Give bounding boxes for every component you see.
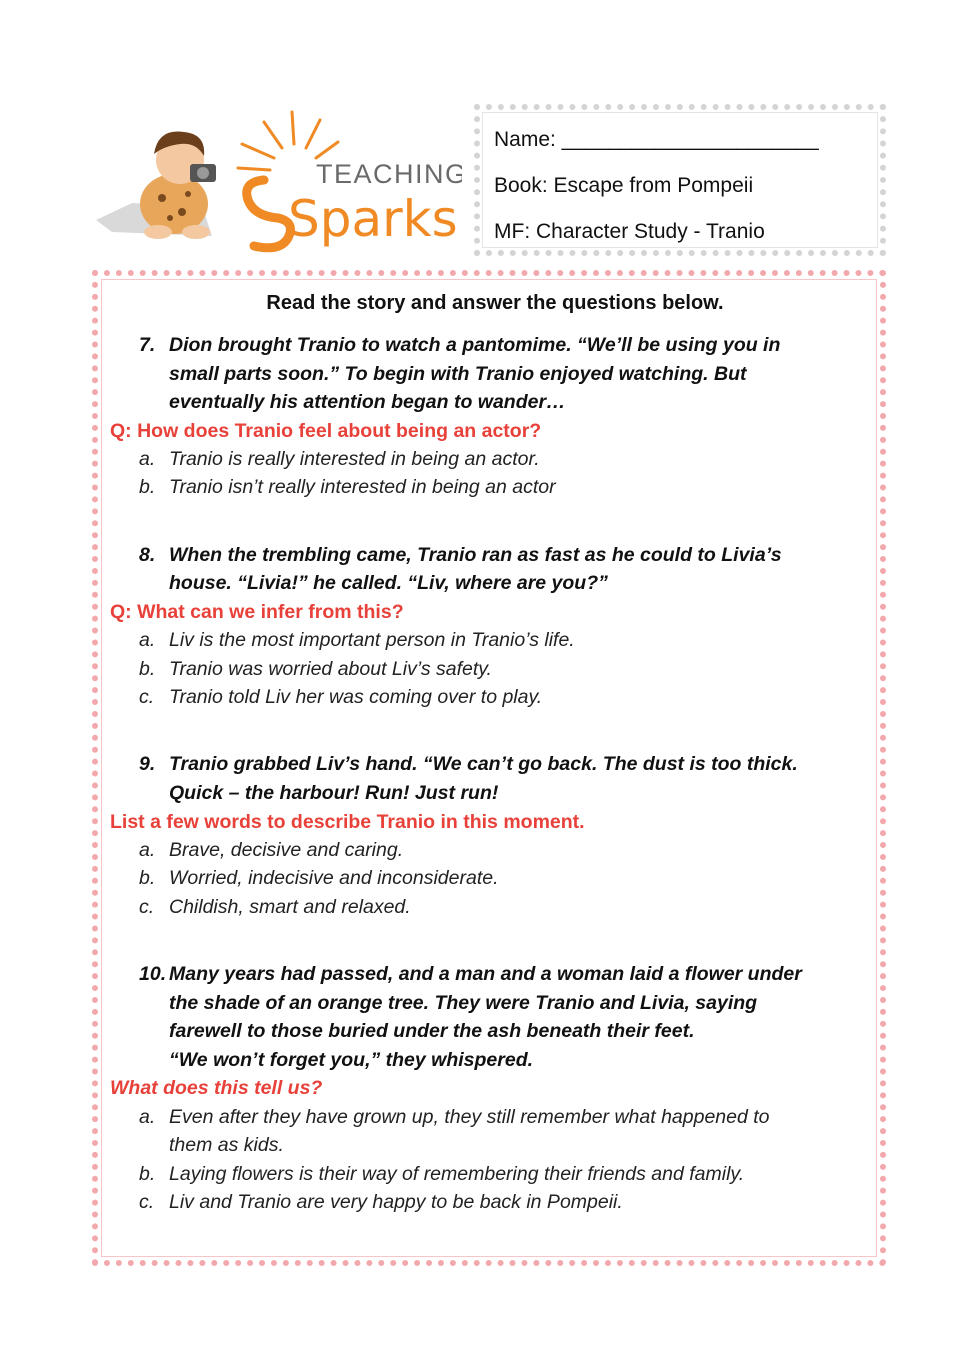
answer-option[interactable] [139,1103,770,1131]
option-text-continued: them as kids. [169,1134,284,1156]
question-9 [139,750,798,778]
answer-option[interactable] [139,626,575,654]
name-field[interactable]: Name: ______________________ [494,128,819,151]
question-prompt: Q: What can we infer from this? [110,601,404,623]
option-letter: c. [139,686,155,708]
book-title: Book: Escape from Pompeii [494,174,754,197]
option-text: Tranio isn’t really interested in being an actor [169,476,556,498]
logo-line2: Sparks [288,190,458,248]
question-text: When the trembling came, Tranio ran as fast as he could to Livia’s [169,544,782,566]
option-text: Tranio is really interested in being an actor. [169,448,540,470]
answer-option[interactable] [139,864,499,892]
answer-option[interactable] [139,1188,623,1216]
answer-option[interactable] [139,445,540,473]
question-10 [139,960,802,988]
question-text: the shade of an orange tree. They were Tranio and Livia, saying [169,992,758,1014]
question-prompt: Q: How does Tranio feel about being an actor? [110,420,542,442]
student-info-box [474,104,886,256]
option-letter: c. [139,896,155,918]
option-letter: a. [139,1106,156,1128]
option-letter: c. [139,1191,155,1213]
question-text: “We won’t forget you,” they whispered. [169,1049,534,1071]
option-text: Laying flowers is their way of remembering their friends and family. [169,1163,745,1185]
option-text: Worried, indecisive and inconsiderate. [169,867,499,889]
caveman-camera-icon [92,108,462,258]
question-prompt: What does this tell us? [110,1077,323,1099]
option-text: Childish, smart and relaxed. [169,896,411,918]
option-letter: b. [139,658,156,680]
question-7 [139,331,780,359]
option-text: Brave, decisive and caring. [169,839,404,861]
answer-option[interactable] [139,1160,744,1188]
question-text: Dion brought Tranio to watch a pantomime. “We’ll be using you in [169,334,781,356]
option-text: Liv and Tranio are very happy to be back in Pompeii. [169,1191,623,1213]
option-text: Even after they have grown up, they still remember what happened to [169,1106,770,1128]
question-number: 10. [139,963,167,985]
question-text: Quick – the harbour! Run! Just run! [169,782,499,804]
logo-line1: TEACHING [316,159,462,189]
teaching-sparks-logo [92,108,462,258]
answer-option[interactable] [139,683,542,711]
option-letter: a. [139,839,156,861]
question-number: 8. [139,544,156,566]
question-8 [139,541,782,569]
question-text: eventually his attention began to wander… [169,391,566,413]
answer-option[interactable] [139,893,411,921]
question-text: Many years had passed, and a man and a woman laid a flower under [169,963,802,985]
option-letter: b. [139,867,156,889]
option-letter: b. [139,1163,156,1185]
option-letter: a. [139,448,156,470]
question-text: small parts soon.” To begin with Tranio enjoyed watching. But [169,363,747,385]
option-text: Liv is the most important person in Tranio’s life. [169,629,575,651]
answer-option[interactable] [139,473,556,501]
option-letter: a. [139,629,156,651]
question-text: farewell to those buried under the ash beneath their feet. [169,1020,695,1042]
option-text: Tranio was worried about Liv’s safety. [169,658,492,680]
option-text: Tranio told Liv her was coming over to play. [169,686,543,708]
answer-option[interactable] [139,836,403,864]
question-text: house. “Livia!” he called. “Liv, where are you?” [169,572,608,594]
question-number: 9. [139,753,156,775]
question-text: Tranio grabbed Liv’s hand. “We can’t go back. The dust is too thick. [169,753,798,775]
answer-option[interactable] [139,655,492,683]
focus-title: MF: Character Study - Tranio [494,220,765,243]
worksheet-heading: Read the story and answer the questions below. [266,292,724,314]
question-number: 7. [139,334,156,356]
question-prompt: List a few words to describe Tranio in this moment. [110,811,585,833]
option-letter: b. [139,476,156,498]
